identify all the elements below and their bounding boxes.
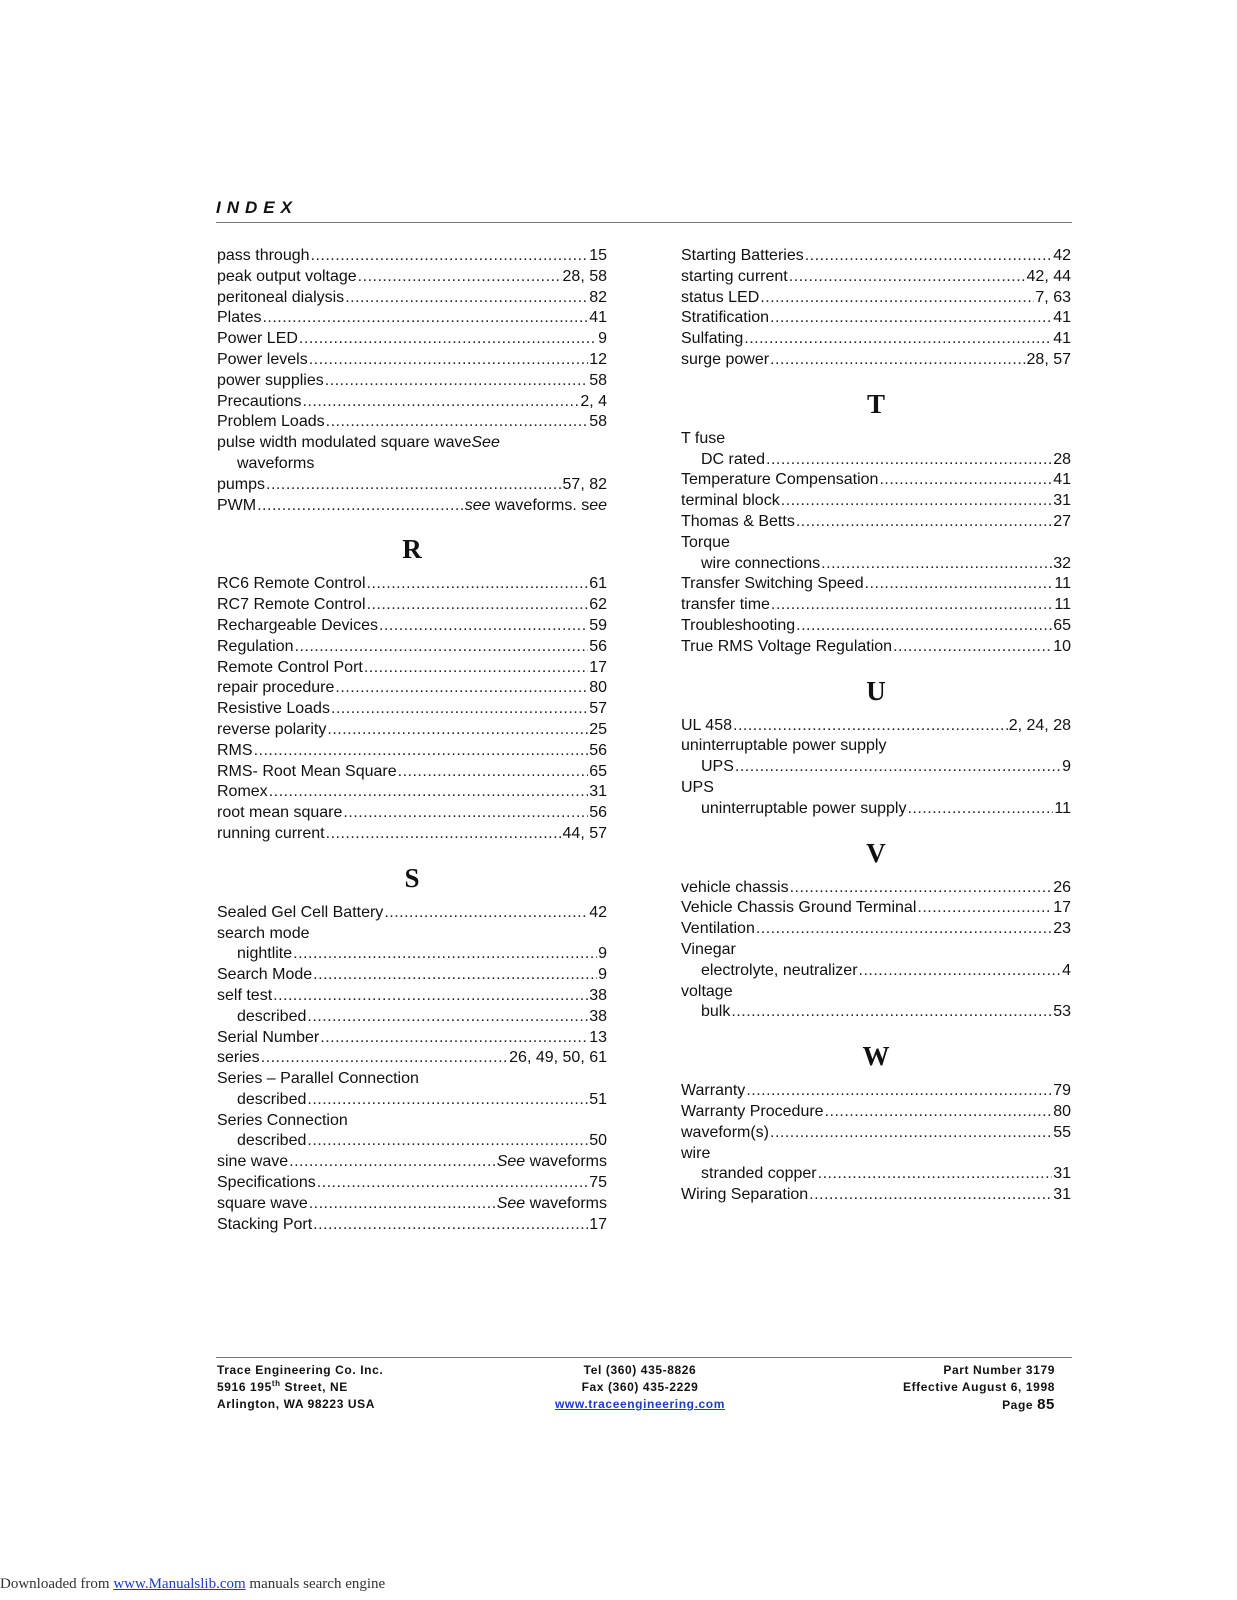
entry-page-ref: 32 — [1053, 554, 1071, 572]
dot-leader — [309, 1194, 496, 1215]
entry-page-ref: 2, 24, 28 — [1008, 716, 1071, 734]
entry-page-ref: 2, 4 — [580, 392, 607, 410]
entry-term: running current — [217, 824, 325, 842]
dot-leader — [345, 288, 588, 309]
dot-leader — [859, 961, 1062, 982]
dot-leader — [364, 658, 588, 679]
dot-leader — [818, 1164, 1053, 1185]
index-entry — [217, 1152, 607, 1173]
entry-page-ref: 10 — [1053, 637, 1071, 655]
index-subentry — [681, 450, 1071, 471]
index-entry-heading: Series Connection — [217, 1111, 348, 1129]
index-entry — [217, 329, 607, 350]
index-entry — [681, 246, 1071, 267]
dot-leader — [326, 824, 562, 845]
dot-leader — [789, 267, 1026, 288]
index-entry-heading: voltage — [681, 982, 733, 1000]
entry-term: Warranty Procedure — [681, 1102, 824, 1120]
dot-leader — [766, 450, 1052, 471]
entry-page-ref: 41 — [1053, 471, 1071, 489]
entry-term: described — [237, 1090, 307, 1108]
index-entry — [217, 616, 607, 637]
footer-company: Trace Engineering Co. Inc. — [217, 1363, 384, 1377]
index-entry — [681, 288, 1071, 309]
index-entry — [681, 350, 1071, 371]
entry-term: described — [237, 1007, 307, 1025]
dot-leader — [257, 496, 464, 517]
footer-website-link[interactable]: www.traceengineering.com — [555, 1397, 725, 1411]
entry-term: Temperature Compensation — [681, 471, 879, 489]
entry-term: Transfer Switching Speed — [681, 575, 864, 593]
entry-page-ref: 31 — [1053, 1165, 1071, 1183]
entry-term: Sulfating — [681, 330, 744, 348]
index-entry-heading: Torque — [681, 533, 730, 551]
entry-term: Regulation — [217, 637, 294, 655]
index-entry — [217, 720, 607, 741]
index-entry — [217, 1215, 607, 1236]
dot-leader — [307, 1007, 588, 1028]
index-entry — [681, 267, 1071, 288]
entry-term: Power LED — [217, 330, 298, 348]
index-entry — [217, 267, 607, 288]
dot-leader — [261, 1048, 508, 1069]
dot-leader — [770, 350, 1025, 371]
entry-page-ref: 61 — [589, 575, 607, 593]
index-entry — [681, 919, 1071, 940]
index-entry — [217, 762, 607, 783]
entry-term: surge power — [681, 350, 770, 368]
entry-term: power supplies — [217, 371, 324, 389]
dot-leader — [313, 1215, 588, 1236]
index-entry — [217, 637, 607, 658]
index-entry — [217, 288, 607, 309]
index-entry — [217, 412, 607, 433]
index-entry — [217, 1048, 607, 1069]
entry-term: electrolyte, neutralizer — [701, 961, 858, 979]
dot-leader — [771, 595, 1053, 616]
entry-page-ref: 9 — [1062, 758, 1071, 776]
entry-page-ref: 28, 58 — [562, 267, 607, 285]
entry-term: RMS- Root Mean Square — [217, 762, 397, 780]
entry-term: self test — [217, 986, 273, 1004]
index-heading: INDEX — [216, 198, 298, 217]
entry-term: RC6 Remote Control — [217, 575, 366, 593]
entry-page-ref: 17 — [589, 658, 607, 676]
footer-page: Page 85 — [1002, 1396, 1055, 1413]
dot-leader — [289, 1152, 496, 1173]
index-entry — [217, 658, 607, 679]
entry-page-ref: 38 — [589, 1007, 607, 1025]
entry-term: nightlite — [237, 945, 293, 963]
dot-leader — [790, 878, 1053, 899]
entry-term: PWM — [217, 496, 257, 514]
index-entry — [681, 595, 1071, 616]
index-entry — [217, 371, 607, 392]
index-entry-heading: search mode — [217, 924, 310, 942]
entry-term: waveform(s) — [681, 1123, 770, 1141]
dot-leader — [295, 637, 589, 658]
index-entry — [217, 824, 607, 845]
index-subentry — [681, 757, 1071, 778]
entry-page-ref: 17 — [589, 1215, 607, 1233]
dot-leader — [865, 574, 1054, 595]
index-entry — [217, 392, 607, 413]
entry-page-ref: 4 — [1062, 961, 1071, 979]
entry-page-ref: 11 — [1054, 596, 1071, 614]
dot-leader — [733, 716, 1008, 737]
index-entry — [217, 1028, 607, 1049]
entry-page-ref: 11 — [1054, 799, 1071, 817]
dot-leader — [303, 392, 580, 413]
index-entry — [681, 308, 1071, 329]
index-entry-heading: Vinegar — [681, 940, 736, 958]
entry-term: Specifications — [217, 1174, 316, 1192]
dot-leader — [269, 782, 589, 803]
index-subentry — [217, 1007, 607, 1028]
dot-leader — [325, 371, 588, 392]
entry-term: Stratification — [681, 309, 770, 327]
index-subentry — [681, 961, 1071, 982]
entry-term: repair procedure — [217, 679, 335, 697]
entry-page-ref: 82 — [589, 288, 607, 306]
index-subentry — [681, 1002, 1071, 1023]
entry-term: Plates — [217, 309, 262, 327]
entry-term: terminal block — [681, 492, 780, 510]
entry-page-ref: 12 — [589, 350, 607, 368]
index-entry — [681, 491, 1071, 512]
index-entry — [217, 350, 607, 371]
dot-leader — [398, 762, 589, 783]
entry-term: Stacking Port — [217, 1215, 313, 1233]
entry-page-ref: 41 — [1053, 309, 1071, 327]
dot-leader — [358, 267, 562, 288]
entry-page-ref: 80 — [1053, 1102, 1071, 1120]
dot-leader — [326, 412, 589, 433]
entry-page-ref: 65 — [589, 762, 607, 780]
index-entry — [217, 595, 607, 616]
entry-term: reverse polarity — [217, 720, 327, 738]
footer-meta — [850, 1362, 1055, 1414]
entry-page-ref: See waveforms — [496, 1153, 607, 1171]
entry-page-ref: 9 — [598, 330, 607, 348]
entry-term: vehicle chassis — [681, 878, 789, 896]
entry-page-ref: 65 — [1053, 616, 1071, 634]
dot-leader — [825, 1102, 1053, 1123]
dot-leader — [309, 350, 589, 371]
index-entry — [217, 741, 607, 762]
section-letter-t: T — [866, 388, 885, 419]
entry-term: Resistive Loads — [217, 700, 330, 718]
index-column-left — [217, 246, 607, 1235]
page-number: 85 — [1037, 1396, 1055, 1413]
dot-leader — [320, 1028, 588, 1049]
entry-term: square wave — [217, 1194, 308, 1212]
footer-city: Arlington, WA 98223 USA — [217, 1397, 376, 1411]
dot-leader — [299, 329, 597, 350]
index-entry-heading: pulse width modulated square waveSee — [217, 434, 500, 452]
entry-page-ref: 9 — [598, 945, 607, 963]
dot-leader — [893, 637, 1052, 658]
entry-page-ref: 11 — [1054, 575, 1071, 593]
entry-page-ref: 58 — [589, 371, 607, 389]
dot-leader — [796, 512, 1052, 533]
entry-term: series — [217, 1049, 260, 1067]
entry-term: Sealed Gel Cell Battery — [217, 903, 384, 921]
dot-leader — [770, 308, 1052, 329]
entry-page-ref: 56 — [589, 637, 607, 655]
entry-term: peak output voltage — [217, 267, 357, 285]
entry-page-ref: 55 — [1053, 1123, 1071, 1141]
entry-term: Remote Control Port — [217, 658, 363, 676]
entry-term: root mean square — [217, 804, 343, 822]
index-entry — [681, 878, 1071, 899]
index-entry — [217, 496, 607, 517]
index-entry — [217, 308, 607, 329]
entry-term: Serial Number — [217, 1028, 320, 1046]
index-entry-heading: T fuse — [681, 429, 726, 447]
index-entry-heading: uninterruptable power supply — [681, 737, 887, 755]
index-entry — [681, 329, 1071, 350]
index-subentry — [681, 554, 1071, 575]
entry-term: Troubleshooting — [681, 616, 796, 634]
index-entry — [217, 1194, 607, 1215]
entry-term: Ventilation — [681, 920, 755, 938]
entry-page-ref: 79 — [1053, 1082, 1071, 1100]
index-entry — [217, 986, 607, 1007]
dot-leader — [379, 616, 588, 637]
entry-page-ref: 42, 44 — [1026, 267, 1071, 285]
entry-term: sine wave — [217, 1153, 289, 1171]
download-banner: Downloaded from www.Manualslib.com manuals search engine — [0, 1576, 386, 1592]
dot-leader — [879, 470, 1052, 491]
index-entry-heading: UPS — [681, 778, 714, 796]
dot-leader — [760, 288, 1034, 309]
footer-contact — [540, 1362, 740, 1413]
index-subentry — [681, 799, 1071, 820]
index-entry — [681, 512, 1071, 533]
entry-page-ref: 41 — [589, 309, 607, 327]
index-subentry — [217, 1090, 607, 1111]
dot-leader — [367, 574, 589, 595]
index-subentry-heading: waveforms — [237, 454, 315, 472]
dot-leader — [254, 741, 589, 762]
index-entry — [681, 1081, 1071, 1102]
index-entry — [681, 470, 1071, 491]
dot-leader — [809, 1185, 1052, 1206]
entry-page-ref: 42 — [1053, 247, 1071, 264]
index-entry — [217, 699, 607, 720]
footer-address — [217, 1362, 383, 1413]
dot-leader — [781, 491, 1053, 512]
entry-term: Romex — [217, 783, 268, 801]
entry-page-ref: 58 — [589, 413, 607, 431]
entry-page-ref: 80 — [589, 679, 607, 697]
index-entry — [217, 903, 607, 924]
dot-leader — [273, 986, 588, 1007]
dot-leader — [770, 1123, 1052, 1144]
entry-page-ref: 41 — [1053, 330, 1071, 348]
dot-leader — [335, 678, 588, 699]
dot-leader — [311, 246, 589, 267]
entry-page-ref: 15 — [589, 247, 607, 264]
section-letter-w: W — [862, 1041, 890, 1072]
section-letter-r: R — [402, 534, 422, 565]
entry-page-ref: 57, 82 — [562, 475, 607, 493]
index-entry — [217, 803, 607, 824]
dot-leader — [735, 757, 1061, 778]
entry-term: UPS — [701, 758, 734, 776]
entry-page-ref: 51 — [589, 1090, 607, 1108]
entry-page-ref: 9 — [598, 966, 607, 984]
dot-leader — [917, 898, 1052, 919]
dot-leader — [796, 616, 1052, 637]
dot-leader — [317, 1173, 588, 1194]
entry-term: wire connections — [701, 554, 821, 572]
entry-term: described — [237, 1132, 307, 1150]
dot-leader — [307, 1090, 588, 1111]
footer-effective-date: Effective August 6, 1998 — [902, 1380, 1055, 1394]
index-entry — [681, 1102, 1071, 1123]
entry-page-ref: 28, 57 — [1026, 350, 1071, 368]
footer-tel: Tel (360) 435-8826 — [583, 1363, 697, 1377]
entry-page-ref: 31 — [1053, 1186, 1071, 1204]
header-divider — [216, 222, 1072, 223]
index-entry — [217, 782, 607, 803]
dot-leader — [756, 919, 1052, 940]
index-subentry — [217, 944, 607, 965]
dot-leader — [907, 799, 1053, 820]
entry-page-ref: 53 — [1053, 1003, 1071, 1021]
entry-term: Warranty — [681, 1082, 746, 1100]
entry-page-ref: 44, 57 — [562, 824, 607, 842]
index-entry — [681, 616, 1071, 637]
entry-term: Vehicle Chassis Ground Terminal — [681, 899, 917, 917]
footer-street: 5916 195th Street, NE — [217, 1379, 348, 1394]
dot-leader — [331, 699, 588, 720]
footer-divider — [216, 1357, 1072, 1358]
entry-page-ref: 56 — [589, 804, 607, 822]
index-entry — [681, 1185, 1071, 1206]
entry-page-ref: 62 — [589, 596, 607, 614]
index-entry-heading: wire — [681, 1144, 711, 1162]
dot-leader — [293, 944, 597, 965]
entry-page-ref: 27 — [1053, 512, 1071, 530]
entry-term: RMS — [217, 741, 253, 759]
index-subentry — [217, 1131, 607, 1152]
dot-leader — [821, 554, 1052, 575]
entry-page-ref: 17 — [1053, 899, 1071, 917]
entry-term: Starting Batteries — [681, 247, 804, 264]
entry-page-ref: 28 — [1053, 450, 1071, 468]
section-letter-s: S — [404, 862, 420, 893]
entry-term: RC7 Remote Control — [217, 596, 366, 614]
entry-term: Problem Loads — [217, 413, 325, 431]
index-entry — [681, 898, 1071, 919]
entry-term: bulk — [701, 1003, 731, 1021]
entry-page-ref: 57 — [589, 700, 607, 718]
index-entry — [681, 1123, 1071, 1144]
index-entry — [217, 246, 607, 267]
entry-term: True RMS Voltage Regulation — [681, 637, 893, 655]
entry-page-ref: 38 — [589, 986, 607, 1004]
dot-leader — [307, 1131, 588, 1152]
entry-page-ref: 56 — [589, 741, 607, 759]
entry-page-ref: see waveforms. see — [464, 496, 607, 514]
dot-leader — [313, 965, 597, 986]
entry-page-ref: 50 — [589, 1132, 607, 1150]
index-entry — [217, 475, 607, 496]
entry-page-ref: See waveforms — [496, 1194, 607, 1212]
index-entry — [217, 1173, 607, 1194]
entry-term: Power levels — [217, 350, 308, 368]
entry-page-ref: 13 — [589, 1028, 607, 1046]
entry-term: transfer time — [681, 596, 770, 614]
index-column-right — [681, 246, 1071, 1206]
entry-page-ref: 26 — [1053, 878, 1071, 896]
dot-leader — [805, 246, 1052, 267]
index-entry — [217, 574, 607, 595]
entry-term: Precautions — [217, 392, 302, 410]
entry-term: starting current — [681, 267, 788, 285]
dot-leader — [731, 1002, 1052, 1023]
entry-term: pass through — [217, 247, 310, 264]
entry-term: UL 458 — [681, 716, 732, 734]
dot-leader — [744, 329, 1052, 350]
entry-term: uninterruptable power supply — [701, 799, 907, 817]
entry-page-ref: 31 — [589, 783, 607, 801]
entry-term: Wiring Separation — [681, 1186, 809, 1204]
dot-leader — [384, 903, 588, 924]
index-subentry — [681, 1164, 1071, 1185]
entry-term: status LED — [681, 288, 760, 306]
dot-leader — [343, 803, 588, 824]
dot-leader — [367, 595, 589, 616]
entry-page-ref: 59 — [589, 616, 607, 634]
entry-page-ref: 25 — [589, 720, 607, 738]
entry-page-ref: 75 — [589, 1174, 607, 1192]
index-entry — [217, 678, 607, 699]
index-entry — [681, 637, 1071, 658]
index-entry — [681, 716, 1071, 737]
index-entry-heading: Series – Parallel Connection — [217, 1070, 419, 1088]
entry-term: stranded copper — [701, 1165, 817, 1183]
entry-page-ref: 7, 63 — [1035, 288, 1071, 306]
index-entry — [217, 965, 607, 986]
section-letter-v: V — [866, 837, 886, 868]
entry-term: DC rated — [701, 450, 766, 468]
entry-term: peritoneal dialysis — [217, 288, 345, 306]
entry-term: Rechargeable Devices — [217, 616, 378, 634]
dot-leader — [262, 308, 588, 329]
entry-page-ref: 31 — [1053, 492, 1071, 510]
manualslib-link[interactable]: www.Manualslib.com — [113, 1576, 246, 1592]
dot-leader — [327, 720, 588, 741]
entry-term: Search Mode — [217, 966, 313, 984]
dot-leader — [266, 475, 561, 496]
index-entry — [681, 574, 1071, 595]
entry-term: Thomas & Betts — [681, 512, 795, 530]
entry-term: pumps — [217, 475, 266, 493]
entry-page-ref: 23 — [1053, 920, 1071, 938]
footer-fax: Fax (360) 435-2229 — [581, 1380, 699, 1394]
entry-page-ref: 26, 49, 50, 61 — [509, 1049, 607, 1067]
section-letter-u: U — [866, 675, 886, 706]
footer-part-number: Part Number 3179 — [943, 1363, 1055, 1377]
entry-page-ref: 42 — [589, 903, 607, 921]
dot-leader — [746, 1081, 1052, 1102]
